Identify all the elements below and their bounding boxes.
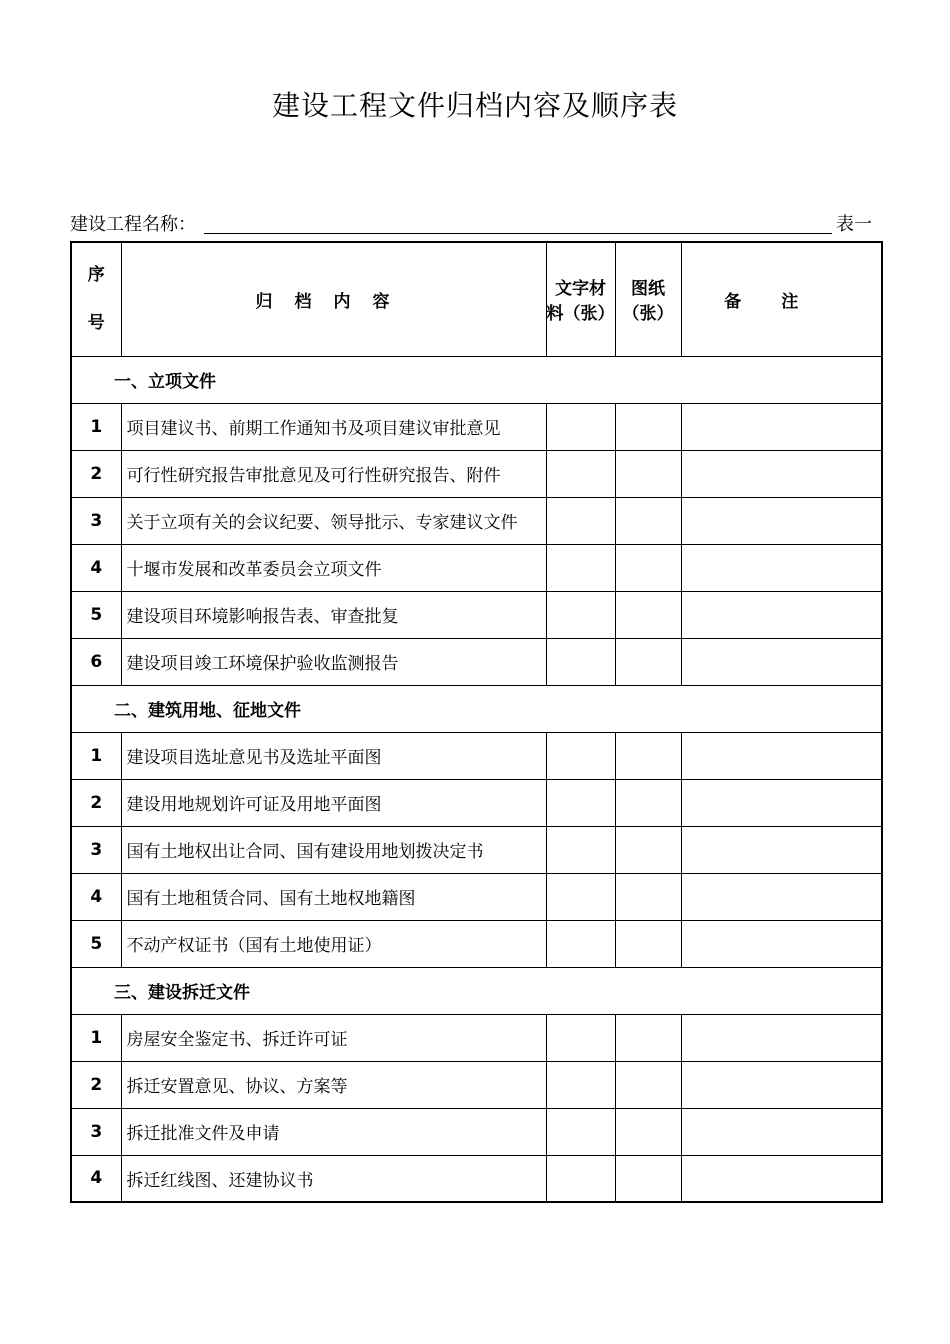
- table-row: [71, 1061, 882, 1108]
- text-sheets-cell[interactable]: [546, 403, 615, 450]
- remarks-cell[interactable]: [681, 497, 882, 544]
- drawing-sheets-cell[interactable]: [615, 779, 681, 826]
- row-content: 建设项目选址意见书及选址平面图: [121, 732, 546, 779]
- text-sheets-cell[interactable]: [546, 826, 615, 873]
- project-name-field[interactable]: [204, 233, 832, 234]
- header-content: 归档内容: [121, 242, 546, 356]
- row-number: 4: [71, 544, 121, 591]
- row-content: 拆迁安置意见、协议、方案等: [121, 1061, 546, 1108]
- section-row: [71, 356, 882, 403]
- table-row: [71, 1155, 882, 1202]
- row-content: 房屋安全鉴定书、拆迁许可证: [121, 1014, 546, 1061]
- drawing-sheets-cell[interactable]: [615, 826, 681, 873]
- text-sheets-cell[interactable]: [546, 1014, 615, 1061]
- table-row: [71, 1014, 882, 1061]
- row-number: 4: [71, 873, 121, 920]
- header-text-sheets: 文字材 料（张）: [546, 242, 615, 356]
- row-number: 2: [71, 1061, 121, 1108]
- drawing-sheets-cell[interactable]: [615, 920, 681, 967]
- table-row: [71, 403, 882, 450]
- drawing-sheets-cell[interactable]: [615, 1014, 681, 1061]
- remarks-cell[interactable]: [681, 779, 882, 826]
- section-title: 二、建筑用地、征地文件: [71, 685, 882, 732]
- table-row: [71, 1108, 882, 1155]
- row-content: 国有土地租赁合同、国有土地权地籍图: [121, 873, 546, 920]
- archive-table: [70, 241, 883, 1203]
- table-row: [71, 544, 882, 591]
- row-number: 4: [71, 1155, 121, 1202]
- remarks-cell[interactable]: [681, 732, 882, 779]
- row-number: 3: [71, 826, 121, 873]
- drawing-sheets-cell[interactable]: [615, 450, 681, 497]
- text-sheets-cell[interactable]: [546, 544, 615, 591]
- row-number: 5: [71, 920, 121, 967]
- drawing-sheets-cell[interactable]: [615, 591, 681, 638]
- project-name-label: 建设工程名称：: [70, 214, 196, 235]
- row-content: 项目建议书、前期工作通知书及项目建议审批意见: [121, 403, 546, 450]
- remarks-cell[interactable]: [681, 1014, 882, 1061]
- section-row: [71, 967, 882, 1014]
- row-content: 拆迁批准文件及申请: [121, 1108, 546, 1155]
- row-number: 1: [71, 1014, 121, 1061]
- row-content: 拆迁红线图、还建协议书: [121, 1155, 546, 1202]
- section-title: 一、立项文件: [71, 356, 882, 403]
- drawing-sheets-cell[interactable]: [615, 1061, 681, 1108]
- remarks-cell[interactable]: [681, 544, 882, 591]
- table-row: [71, 779, 882, 826]
- remarks-cell[interactable]: [681, 638, 882, 685]
- table-tag: 表一: [836, 214, 872, 235]
- row-content: 可行性研究报告审批意见及可行性研究报告、附件: [121, 450, 546, 497]
- drawing-sheets-cell[interactable]: [615, 1155, 681, 1202]
- text-sheets-cell[interactable]: [546, 1155, 615, 1202]
- drawing-sheets-cell[interactable]: [615, 403, 681, 450]
- row-content: 不动产权证书（国有土地使用证）: [121, 920, 546, 967]
- remarks-cell[interactable]: [681, 826, 882, 873]
- remarks-cell[interactable]: [681, 873, 882, 920]
- table-row: [71, 638, 882, 685]
- project-name-row: [70, 206, 880, 236]
- text-sheets-cell[interactable]: [546, 779, 615, 826]
- section-title: 三、建设拆迁文件: [71, 967, 882, 1014]
- text-sheets-cell[interactable]: [546, 873, 615, 920]
- row-number: 2: [71, 779, 121, 826]
- table-row: [71, 591, 882, 638]
- header-drawing-sheets: 图纸 （张）: [615, 242, 681, 356]
- table-row: [71, 873, 882, 920]
- table-row: [71, 732, 882, 779]
- section-row: [71, 685, 882, 732]
- remarks-cell[interactable]: [681, 1108, 882, 1155]
- text-sheets-cell[interactable]: [546, 591, 615, 638]
- row-number: 1: [71, 403, 121, 450]
- text-sheets-cell[interactable]: [546, 1061, 615, 1108]
- drawing-sheets-cell[interactable]: [615, 638, 681, 685]
- remarks-cell[interactable]: [681, 1061, 882, 1108]
- remarks-cell[interactable]: [681, 591, 882, 638]
- remarks-cell[interactable]: [681, 920, 882, 967]
- row-content: 十堰市发展和改革委员会立项文件: [121, 544, 546, 591]
- table-row: [71, 920, 882, 967]
- row-content: 国有土地权出让合同、国有建设用地划拨决定书: [121, 826, 546, 873]
- drawing-sheets-cell[interactable]: [615, 873, 681, 920]
- row-number: 6: [71, 638, 121, 685]
- row-content: 建设项目竣工环境保护验收监测报告: [121, 638, 546, 685]
- header-remarks: 备注: [681, 242, 882, 356]
- drawing-sheets-cell[interactable]: [615, 497, 681, 544]
- row-content: 关于立项有关的会议纪要、领导批示、专家建议文件: [121, 497, 546, 544]
- document-title: 建设工程文件归档内容及顺序表: [271, 89, 678, 122]
- text-sheets-cell[interactable]: [546, 638, 615, 685]
- table-row: [71, 826, 882, 873]
- drawing-sheets-cell[interactable]: [615, 544, 681, 591]
- row-content: 建设用地规划许可证及用地平面图: [121, 779, 546, 826]
- text-sheets-cell[interactable]: [546, 920, 615, 967]
- remarks-cell[interactable]: [681, 403, 882, 450]
- drawing-sheets-cell[interactable]: [615, 732, 681, 779]
- row-content: 建设项目环境影响报告表、审查批复: [121, 591, 546, 638]
- row-number: 1: [71, 732, 121, 779]
- row-number: 3: [71, 1108, 121, 1155]
- table-row: [71, 450, 882, 497]
- row-number: 5: [71, 591, 121, 638]
- remarks-cell[interactable]: [681, 450, 882, 497]
- text-sheets-cell[interactable]: [546, 450, 615, 497]
- table-header-row: [71, 242, 882, 356]
- drawing-sheets-cell[interactable]: [615, 1108, 681, 1155]
- text-sheets-cell[interactable]: [546, 732, 615, 779]
- row-number: 3: [71, 497, 121, 544]
- row-number: 2: [71, 450, 121, 497]
- table-row: [71, 497, 882, 544]
- remarks-cell[interactable]: [681, 1155, 882, 1202]
- header-seq: 序 号: [71, 242, 121, 356]
- text-sheets-cell[interactable]: [546, 1108, 615, 1155]
- text-sheets-cell[interactable]: [546, 497, 615, 544]
